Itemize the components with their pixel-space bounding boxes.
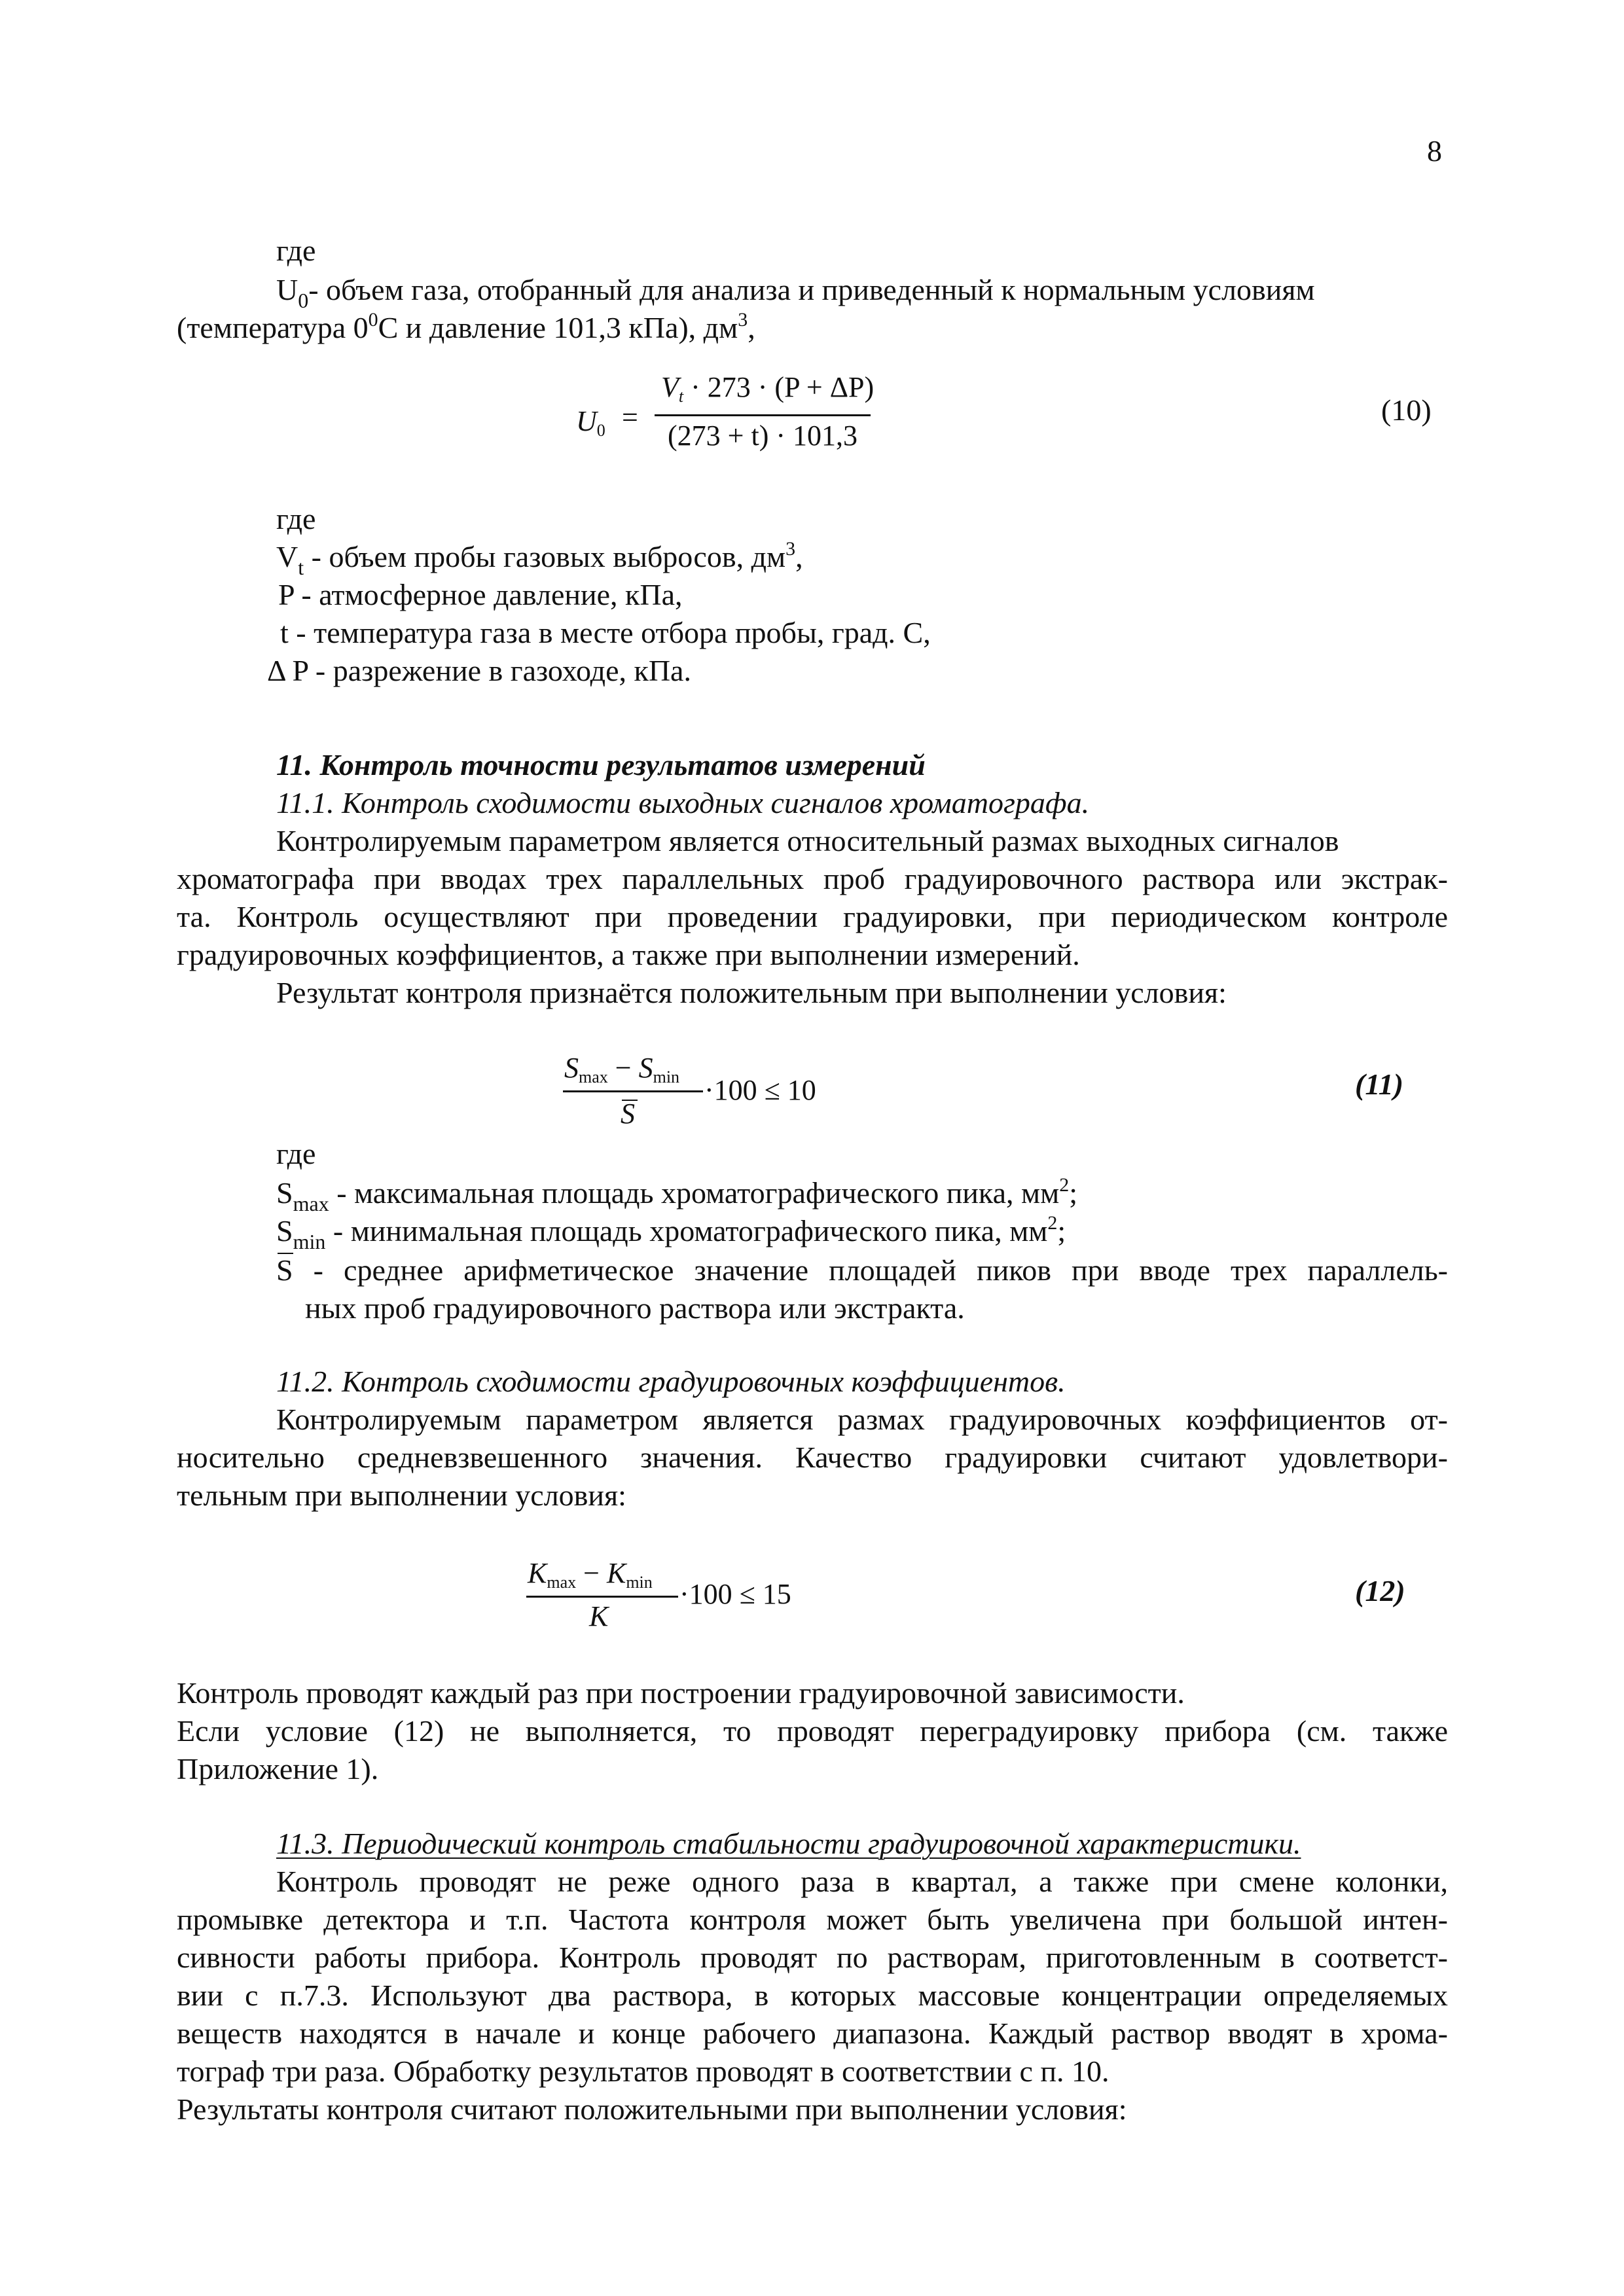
eq12-denominator: K [589,1600,609,1632]
after12-line-1: Контроль проводят каждый раз при построении градуировочной зависимости. [177,1676,1185,1710]
section-11-title: 11. Контроль точности результатов измерений [276,748,926,781]
where-label: где [276,234,316,267]
sub3-final: Результаты контроля считают положительными при выполнении условия: [177,2092,1127,2126]
sub2-line-2: носительно средневзвешенного значения. Качество градуировки считают удовлетвори- [177,1441,1448,1474]
dm3-sup: 3 [738,309,748,331]
var-sbar-line-1: S - среднее арифметическое значение площадей пиков при вводе трех параллель- [276,1253,1448,1287]
subsection-11-3-title: 11.3. Периодический контроль стабильности градуировочной характеристики. [276,1827,1301,1860]
where-label-11: где [276,1137,316,1170]
eq11-rest: ·100 ≤ 10 [704,1074,816,1106]
u0-definition-text: - объем газа, отобранный для анализа и приведенный к нормальным условиям [308,273,1315,306]
page-number: 8 [1427,134,1442,168]
sub1-line-2: хроматографа при вводах трех параллельных проб градуировочного раствора или экстрак- [177,862,1448,895]
conditions-text-a: (температура 0 [177,311,369,344]
eq12-number: (12) [1355,1574,1405,1607]
subsection-11-2-title: 11.2. Контроль сходимости градуировочных коэффициентов. [276,1365,1066,1398]
sub2-line-1: Контролируемым параметром является размах градуировочных коэффициентов от- [276,1403,1448,1436]
eq11-number: (11) [1355,1067,1404,1101]
var-smin: $S_{min}$ - минимальная площадь хроматографического пика, $мм^2$; [276,1212,1066,1253]
eq10-numerator: Vt · 273 · (P + ΔP) [661,371,875,406]
sub3-line-5: веществ находятся в начале и конце рабочего диапазона. Каждый раствор вводят в хрома- [177,2017,1448,2050]
eq10-lhs: U0 [576,405,605,440]
eq12-rest: ·100 ≤ 15 [679,1578,791,1610]
u0-conditions-line [177,308,755,352]
after12-line-2: Если условие (12) не выполняется, то проводят переградуировку прибора (см. также [177,1714,1448,1748]
var-t: t - температура газа в месте отбора пробы, град. С, [280,616,931,649]
eq11-fraction-bar [563,1090,703,1092]
sub3-line-2: промывке детектора и т.п. Частота контроля может быть увеличена при большой интен- [177,1903,1448,1936]
where-label-10: где [276,502,316,535]
sub3-line-4: вии с п.7.3. Используют два раствора, в которых массовые концентрации определяемых [177,1979,1448,2012]
sub3-line-1: Контроль проводят не реже одного раза в квартал, а также при смене колонки, [276,1865,1448,1898]
eq11-numerator: Smax − Smin [564,1052,680,1086]
eq10-number: (10) [1381,393,1432,427]
sub3-line-3: сивности работы прибора. Контроль проводят по растворам, приготовленным в соответст- [177,1941,1448,1974]
var-sbar-line-2: ных проб градуировочного раствора или экстракта. [305,1291,965,1325]
var-vt: $V_t$ - объем пробы газовых выбросов, $дм^3$, [276,538,803,579]
eq11-denominator: S [621,1098,635,1130]
u0-subscript: 0 [298,289,309,312]
sub1-line-3: та. Контроль осуществляют при проведении градуировки, при периодическом контроле [177,900,1448,933]
u0-symbol: U [276,273,298,306]
degree-sup: 0 [368,309,378,331]
subsection-11-1-title: 11.1. Контроль сходимости выходных сигналов хроматографа. [276,786,1090,819]
eq10-denominator: (273 + t) · 101,3 [668,420,857,452]
var-p: P - атмосферное давление, кПа, [278,578,683,611]
eq12-numerator: Kmax − Kmin [528,1557,653,1592]
eq12-fraction-bar [526,1596,678,1598]
eq10-equals: = [622,401,638,433]
var-smax: $S_{max}$ - максимальная площадь хроматографического пика, $мм^2$; [276,1174,1077,1215]
eq10-fraction-bar [655,414,871,416]
sub3-line-6: тограф три раза. Обработку результатов проводят в соответствии с п. 10. [177,2054,1110,2088]
conditions-text-b: С и давление 101,3 кПа), дм [378,311,738,344]
sub1-line-4: градуировочных коэффициентов, а также при выполнении измерений. [177,938,1080,971]
conditions-text-c: , [748,311,755,344]
var-delta-p: Δ P - разрежение в газоходе, кПа. [267,654,691,687]
u0-definition-line [276,270,1315,313]
sub1-result: Результат контроля признаётся положительным при выполнении условия: [276,976,1227,1009]
after12-line-3: Приложение 1). [177,1752,379,1785]
sub1-line-1: Контролируемым параметром является относительный размах выходных сигналов [276,824,1339,857]
sub2-line-3: тельным при выполнении условия: [177,1479,626,1512]
